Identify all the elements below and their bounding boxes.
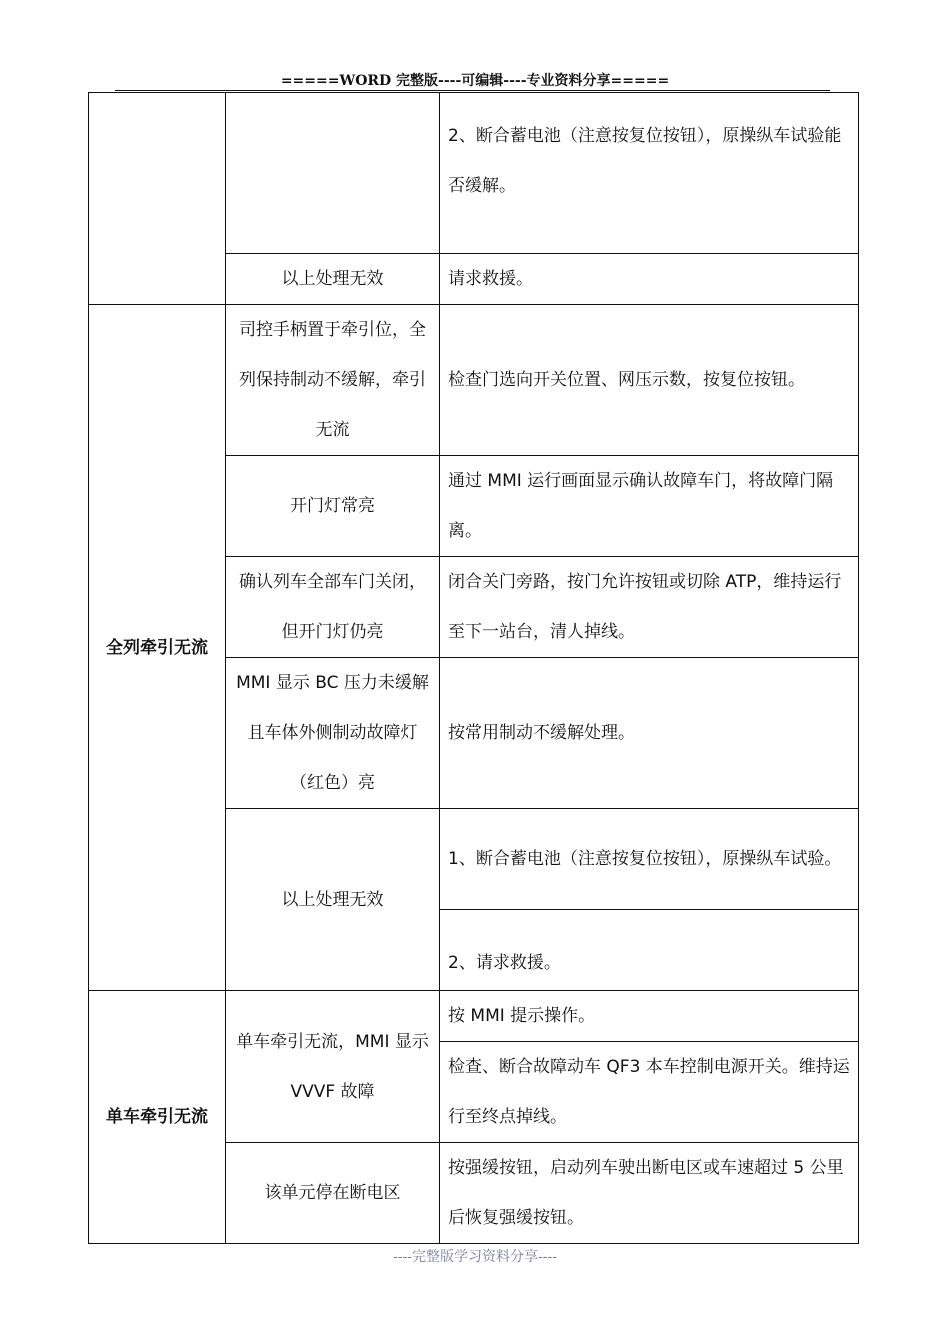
fault-table xyxy=(88,92,859,1244)
action-cell: 按强缓按钮，启动列车驶出断电区或车速超过 5 公里后恢复强缓按钮。 xyxy=(440,1143,859,1244)
condition-cell-continued xyxy=(226,93,440,254)
action-cell: 通过 MMI 运行画面显示确认故障车门，将故障门隔离。 xyxy=(440,456,859,557)
action-cell: 1、断合蓄电池（注意按复位按钮），原操纵车试验。 xyxy=(440,809,859,910)
action-cell: 2、请求救援。 xyxy=(440,910,859,991)
condition-cell: 确认列车全部车门关闭，但开门灯仍亮 xyxy=(226,557,440,658)
action-cell: 闭合关门旁路，按门允许按钮或切除 ATP，维持运行至下一站台，清人掉线。 xyxy=(440,557,859,658)
action-cell: 2、断合蓄电池（注意按复位按钮），原操纵车试验能否缓解。 xyxy=(440,93,859,254)
fault-cell-continued xyxy=(89,93,226,305)
condition-cell: 开门灯常亮 xyxy=(226,456,440,557)
action-cell: 请求救援。 xyxy=(440,254,859,305)
page-footer: ----完整版学习资料分享---- xyxy=(393,1249,557,1265)
condition-cell: 单车牵引无流，MMI 显示 VVVF 故障 xyxy=(226,991,440,1143)
fault-cell: 单车牵引无流 xyxy=(89,991,226,1244)
action-cell: 检查门选向开关位置、网压示数，按复位按钮。 xyxy=(440,305,859,456)
condition-cell: 该单元停在断电区 xyxy=(226,1143,440,1244)
condition-cell: MMI 显示 BC 压力未缓解且车体外侧制动故障灯（红色）亮 xyxy=(226,658,440,809)
condition-cell: 以上处理无效 xyxy=(226,809,440,991)
header-rule xyxy=(115,90,830,91)
page-header: =====WORD 完整版----可编辑----专业资料分享===== xyxy=(280,73,670,89)
condition-cell: 司控手柄置于牵引位，全列保持制动不缓解，牵引无流 xyxy=(226,305,440,456)
action-cell: 按 MMI 提示操作。 xyxy=(440,991,859,1042)
fault-cell: 全列牵引无流 xyxy=(89,305,226,991)
condition-cell: 以上处理无效 xyxy=(226,254,440,305)
action-cell: 按常用制动不缓解处理。 xyxy=(440,658,859,809)
action-cell: 检查、断合故障动车 QF3 本车控制电源开关。维持运行至终点掉线。 xyxy=(440,1042,859,1143)
